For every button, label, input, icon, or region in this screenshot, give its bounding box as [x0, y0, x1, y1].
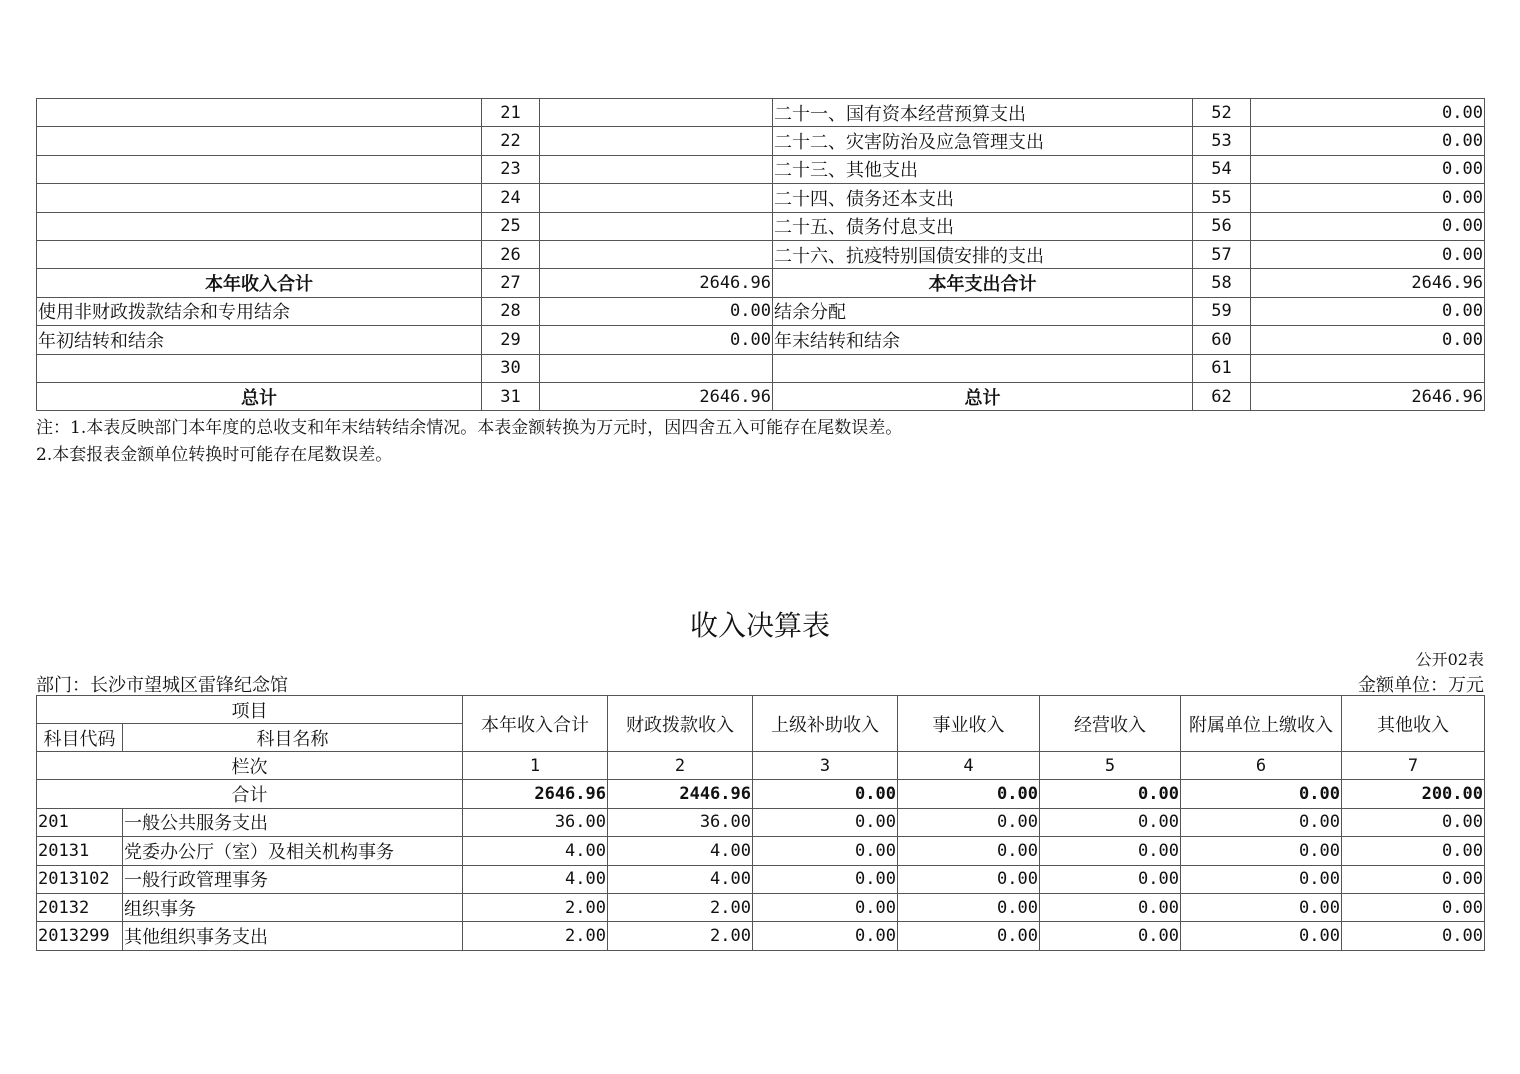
subject-name: 组织事务: [123, 893, 463, 921]
right-amount: 0.00: [1251, 326, 1485, 354]
amount-cell: 0.00: [753, 837, 898, 865]
summary-row: [37, 99, 1485, 127]
subject-name: 其他组织事务支出: [123, 922, 463, 950]
header-code: 科目代码: [37, 724, 123, 752]
summary-row: [37, 269, 1485, 297]
left-line-number: 27: [482, 269, 540, 297]
amount-cell: 0.00: [1040, 808, 1181, 836]
right-amount: 0.00: [1251, 127, 1485, 155]
amount-cell: 0.00: [1181, 837, 1342, 865]
index-7: 7: [1342, 752, 1485, 780]
amount-cell: 0.00: [1040, 893, 1181, 921]
amount-cell: 0.00: [1181, 922, 1342, 950]
right-label: 年末结转和结余: [773, 326, 1193, 354]
right-line-number: 61: [1193, 354, 1251, 382]
amount-cell: 0.00: [1342, 893, 1485, 921]
amount-cell: 0.00: [1040, 922, 1181, 950]
left-amount: 0.00: [540, 297, 773, 325]
index-5: 5: [1040, 752, 1181, 780]
left-line-number: 22: [482, 127, 540, 155]
left-label: [37, 184, 482, 212]
subject-name: 一般公共服务支出: [123, 808, 463, 836]
index-2: 2: [608, 752, 753, 780]
left-label: 使用非财政拨款结余和专用结余: [37, 297, 482, 325]
amount-cell: 4.00: [608, 865, 753, 893]
amount-cell: 0.00: [898, 808, 1040, 836]
amount-cell: 36.00: [608, 808, 753, 836]
amount-cell: 0.00: [1181, 865, 1342, 893]
right-line-number: 52: [1193, 99, 1251, 127]
left-amount: [540, 184, 773, 212]
left-label: [37, 99, 482, 127]
amount-cell: 2.00: [608, 893, 753, 921]
amount-cell: 0.00: [1181, 808, 1342, 836]
right-line-number: 57: [1193, 240, 1251, 268]
subject-code: 201: [37, 808, 123, 836]
right-label: [773, 354, 1193, 382]
col-header-4: 事业收入: [898, 696, 1040, 752]
table-number: 公开02表: [1415, 650, 1484, 669]
table-row: [37, 865, 1485, 893]
index-6: 6: [1181, 752, 1342, 780]
total-row: [37, 780, 1485, 808]
amount-cell: 2.00: [608, 922, 753, 950]
left-amount: 2646.96: [540, 382, 773, 410]
table-row: [37, 808, 1485, 836]
left-amount: [540, 155, 773, 183]
left-label: 本年收入合计: [37, 269, 482, 297]
right-label: 总计: [773, 382, 1193, 410]
total-value-4: 0.00: [898, 780, 1040, 808]
table-row: [37, 837, 1485, 865]
subject-code: 2013299: [37, 922, 123, 950]
summary-row: [37, 155, 1485, 183]
amount-cell: 0.00: [753, 808, 898, 836]
summary-row: [37, 212, 1485, 240]
col-header-6: 附属单位上缴收入: [1181, 696, 1342, 752]
right-amount: [1251, 354, 1485, 382]
left-amount: [540, 212, 773, 240]
summary-row: [37, 297, 1485, 325]
amount-cell: 0.00: [1181, 893, 1342, 921]
index-3: 3: [753, 752, 898, 780]
amount-cell: 0.00: [753, 922, 898, 950]
left-line-number: 26: [482, 240, 540, 268]
left-amount: [540, 99, 773, 127]
amount-cell: 0.00: [1342, 865, 1485, 893]
unit-label: 金额单位：万元: [1358, 675, 1484, 696]
header-name: 科目名称: [123, 724, 463, 752]
right-amount: 2646.96: [1251, 269, 1485, 297]
summary-row: [37, 184, 1485, 212]
summary-row: [37, 354, 1485, 382]
amount-cell: 0.00: [753, 893, 898, 921]
right-line-number: 55: [1193, 184, 1251, 212]
left-amount: 0.00: [540, 326, 773, 354]
table-row: [37, 922, 1485, 950]
amount-cell: 2.00: [463, 922, 608, 950]
amount-cell: 4.00: [463, 837, 608, 865]
right-amount: 0.00: [1251, 184, 1485, 212]
right-amount: 0.00: [1251, 240, 1485, 268]
subject-code: 2013102: [37, 865, 123, 893]
subject-code: 20132: [37, 893, 123, 921]
summary-table: [36, 98, 1485, 411]
amount-cell: 36.00: [463, 808, 608, 836]
note-2: 2.本套报表金额单位转换时可能存在尾数误差。: [36, 445, 393, 465]
left-label: [37, 354, 482, 382]
right-label: 结余分配: [773, 297, 1193, 325]
amount-cell: 0.00: [898, 893, 1040, 921]
summary-row: [37, 127, 1485, 155]
left-line-number: 28: [482, 297, 540, 325]
right-line-number: 62: [1193, 382, 1251, 410]
right-amount: 0.00: [1251, 155, 1485, 183]
amount-cell: 4.00: [608, 837, 753, 865]
left-label: [37, 127, 482, 155]
right-label: 二十一、国有资本经营预算支出: [773, 99, 1193, 127]
note-1: 注：1.本表反映部门本年度的总收支和年末结转结余情况。本表金额转换为万元时，因四舍五入可能存在尾数误差。: [36, 418, 903, 438]
page-title: 收入决算表: [689, 609, 830, 642]
amount-cell: 0.00: [898, 922, 1040, 950]
index-label: 栏次: [37, 752, 463, 780]
right-label: 本年支出合计: [773, 269, 1193, 297]
left-line-number: 21: [482, 99, 540, 127]
right-line-number: 60: [1193, 326, 1251, 354]
col-header-1: 本年收入合计: [463, 696, 608, 752]
amount-cell: 0.00: [898, 837, 1040, 865]
left-line-number: 23: [482, 155, 540, 183]
subject-code: 20131: [37, 837, 123, 865]
table-row: [37, 893, 1485, 921]
left-line-number: 30: [482, 354, 540, 382]
right-label: 二十三、其他支出: [773, 155, 1193, 183]
amount-cell: 0.00: [1342, 808, 1485, 836]
amount-cell: 2.00: [463, 893, 608, 921]
index-4: 4: [898, 752, 1040, 780]
right-amount: 0.00: [1251, 297, 1485, 325]
header-item: 项目: [37, 696, 463, 724]
total-label: 合计: [37, 780, 463, 808]
left-line-number: 29: [482, 326, 540, 354]
right-amount: 2646.96: [1251, 382, 1485, 410]
subject-name: 党委办公厅（室）及相关机构事务: [123, 837, 463, 865]
total-value-2: 2446.96: [608, 780, 753, 808]
right-line-number: 59: [1193, 297, 1251, 325]
subject-name: 一般行政管理事务: [123, 865, 463, 893]
left-label: [37, 212, 482, 240]
right-label: 二十五、债务付息支出: [773, 212, 1193, 240]
header-row-1: [37, 696, 1485, 724]
total-value-3: 0.00: [753, 780, 898, 808]
amount-cell: 0.00: [1040, 837, 1181, 865]
amount-cell: 0.00: [1040, 865, 1181, 893]
left-amount: [540, 354, 773, 382]
amount-cell: 0.00: [898, 865, 1040, 893]
right-line-number: 53: [1193, 127, 1251, 155]
right-label: 二十六、抗疫特别国债安排的支出: [773, 240, 1193, 268]
col-header-7: 其他收入: [1342, 696, 1485, 752]
total-value-1: 2646.96: [463, 780, 608, 808]
right-line-number: 56: [1193, 212, 1251, 240]
total-value-7: 200.00: [1342, 780, 1485, 808]
income-table: [36, 695, 1485, 951]
amount-cell: 0.00: [1342, 922, 1485, 950]
total-value-5: 0.00: [1040, 780, 1181, 808]
summary-row: [37, 240, 1485, 268]
col-header-3: 上级补助收入: [753, 696, 898, 752]
left-line-number: 25: [482, 212, 540, 240]
left-label: 总计: [37, 382, 482, 410]
left-amount: 2646.96: [540, 269, 773, 297]
left-label: 年初结转和结余: [37, 326, 482, 354]
right-label: 二十二、灾害防治及应急管理支出: [773, 127, 1193, 155]
right-amount: 0.00: [1251, 99, 1485, 127]
left-amount: [540, 240, 773, 268]
amount-cell: 4.00: [463, 865, 608, 893]
department-label: 部门：长沙市望城区雷锋纪念馆: [36, 675, 288, 696]
summary-row: [37, 382, 1485, 410]
amount-cell: 0.00: [753, 865, 898, 893]
right-amount: 0.00: [1251, 212, 1485, 240]
left-line-number: 31: [482, 382, 540, 410]
col-header-5: 经营收入: [1040, 696, 1181, 752]
right-label: 二十四、债务还本支出: [773, 184, 1193, 212]
col-header-2: 财政拨款收入: [608, 696, 753, 752]
right-line-number: 58: [1193, 269, 1251, 297]
left-amount: [540, 127, 773, 155]
total-value-6: 0.00: [1181, 780, 1342, 808]
summary-row: [37, 326, 1485, 354]
left-line-number: 24: [482, 184, 540, 212]
amount-cell: 0.00: [1342, 837, 1485, 865]
index-1: 1: [463, 752, 608, 780]
left-label: [37, 240, 482, 268]
right-line-number: 54: [1193, 155, 1251, 183]
left-label: [37, 155, 482, 183]
index-row: [37, 752, 1485, 780]
